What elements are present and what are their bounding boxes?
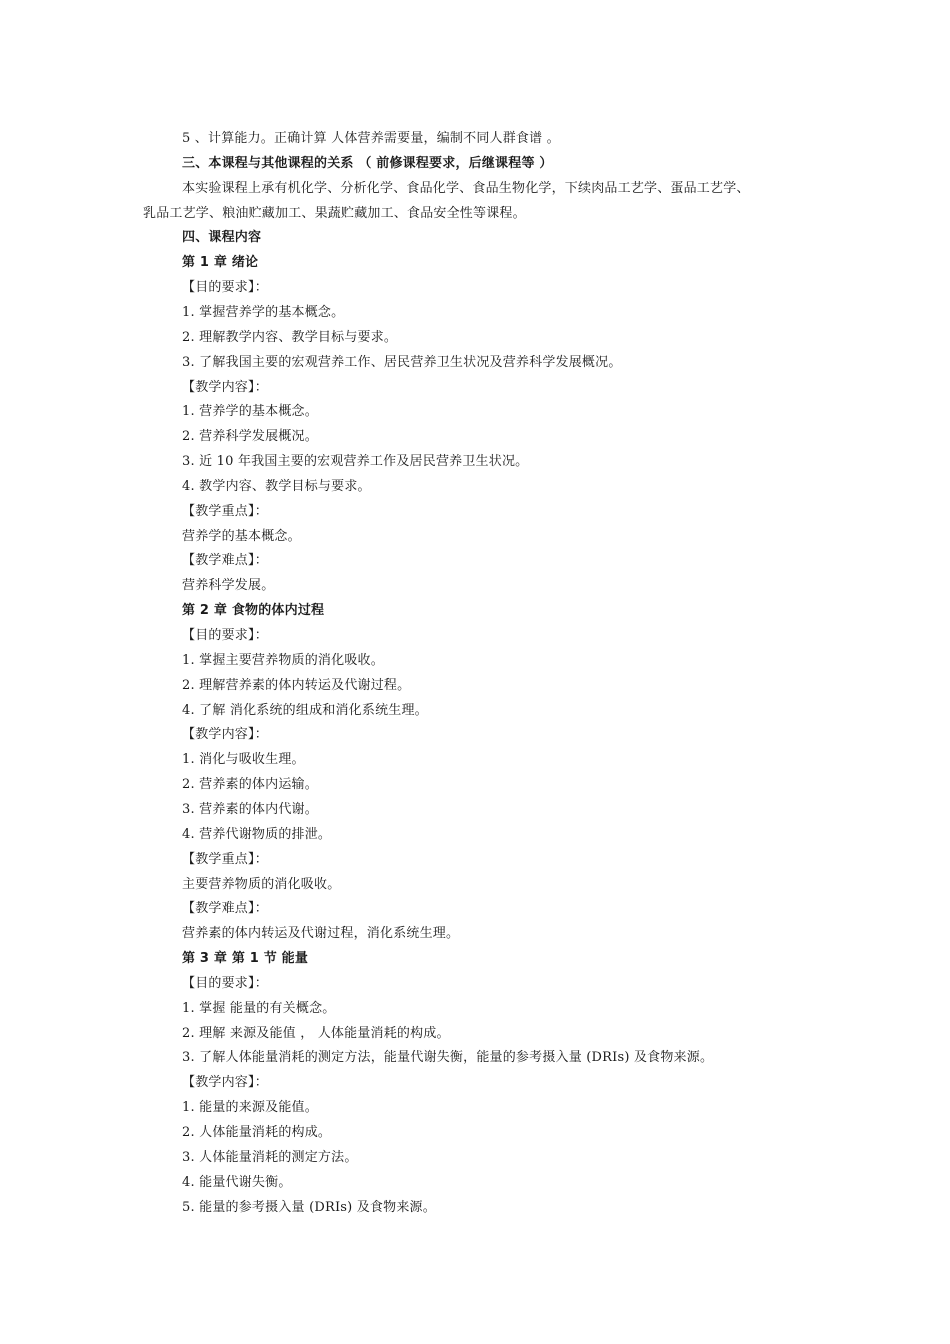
body-text-line: 乳品工艺学、粮油贮藏加工、果蔬贮藏加工、食品安全性等课程。 xyxy=(143,205,526,221)
subsection-label: 【教学内容】： xyxy=(182,379,268,395)
body-text-line: 主要营养物质的消化吸收。 xyxy=(182,876,341,892)
list-item: 1. 掌握营养学的基本概念。 xyxy=(182,304,345,320)
list-item: 1. 消化与吸收生理。 xyxy=(182,752,305,768)
list-item: 2. 人体能量消耗的构成。 xyxy=(182,1125,332,1140)
body-text-line: 营养科学发展。 xyxy=(182,578,275,594)
section-heading: 三、本课程与其他课程的关系 （ 前修课程要求，后继课程等 ） xyxy=(182,155,553,171)
list-item: 2. 营养素的体内运输。 xyxy=(182,777,318,793)
list-item: 3. 了解我国主要的宏观营养工作、居民营养卫生状况及营养科学发展概况。 xyxy=(182,354,622,370)
section-heading: 第 3 章 第 1 节 能量 xyxy=(182,951,309,967)
list-item: 3. 营养素的体内代谢。 xyxy=(182,801,318,817)
list-item: 4. 了解 消化系统的组成和消化系统生理。 xyxy=(182,702,428,718)
list-item: 3. 近 10 年我国主要的宏观营养工作及居民营养卫生状况。 xyxy=(182,454,529,470)
list-item: 1. 能量的来源及能值。 xyxy=(182,1100,318,1116)
subsection-label: 【教学内容】： xyxy=(182,1075,268,1091)
list-item: 2. 营养科学发展概况。 xyxy=(182,429,318,445)
list-item: 4. 教学内容、教学目标与要求。 xyxy=(182,478,371,494)
subsection-label: 【教学重点】： xyxy=(182,851,268,867)
list-item: 2. 理解 来源及能值 ， 人体能量消耗的构成。 xyxy=(182,1025,450,1041)
list-item: 3. 人体能量消耗的测定方法。 xyxy=(182,1149,358,1165)
list-item: 3. 了解人体能量消耗的测定方法，能量代谢失衡，能量的参考摄入量 (DRIs) 及食物来源。 xyxy=(182,1050,714,1066)
list-item: 1. 掌握主要营养物质的消化吸收。 xyxy=(182,652,384,668)
list-item: 4. 营养代谢物质的排泄。 xyxy=(182,826,332,842)
list-item: 2. 理解营养素的体内转运及代谢过程。 xyxy=(182,677,411,693)
body-text-line: 本实验课程上承有机化学、分析化学、食品化学、食品生物化学，下续肉品工艺学、蛋品工艺学、 xyxy=(182,180,750,196)
subsection-label: 【目的要求】： xyxy=(182,975,268,991)
subsection-label: 【教学难点】： xyxy=(182,553,268,569)
section-heading: 四、课程内容 xyxy=(182,230,262,246)
list-item: 2. 理解教学内容、教学目标与要求。 xyxy=(182,329,398,345)
subsection-label: 【教学难点】： xyxy=(182,901,268,917)
subsection-label: 【目的要求】： xyxy=(182,280,268,296)
section-heading: 第 2 章 食物的体内过程 xyxy=(182,603,325,619)
section-heading: 第 1 章 绪论 xyxy=(182,255,259,271)
subsection-label: 【教学内容】： xyxy=(182,727,268,743)
list-item: 1. 掌握 能量的有关概念。 xyxy=(182,1000,336,1016)
body-text-line: 营养学的基本概念。 xyxy=(182,528,301,544)
subsection-label: 【目的要求】： xyxy=(182,628,268,643)
subsection-label: 【教学重点】： xyxy=(182,503,268,519)
list-item: 1. 营养学的基本概念。 xyxy=(182,404,318,420)
body-text-line: 营养素的体内转运及代谢过程，消化系统生理。 xyxy=(182,926,460,942)
list-item: 5 、计算能力。正确计算 人体营养需要量，编制不同人群食谱 。 xyxy=(182,131,560,146)
list-item: 5. 能量的参考摄入量 (DRIs) 及食物来源。 xyxy=(182,1199,436,1215)
list-item: 4. 能量代谢失衡。 xyxy=(182,1174,292,1190)
